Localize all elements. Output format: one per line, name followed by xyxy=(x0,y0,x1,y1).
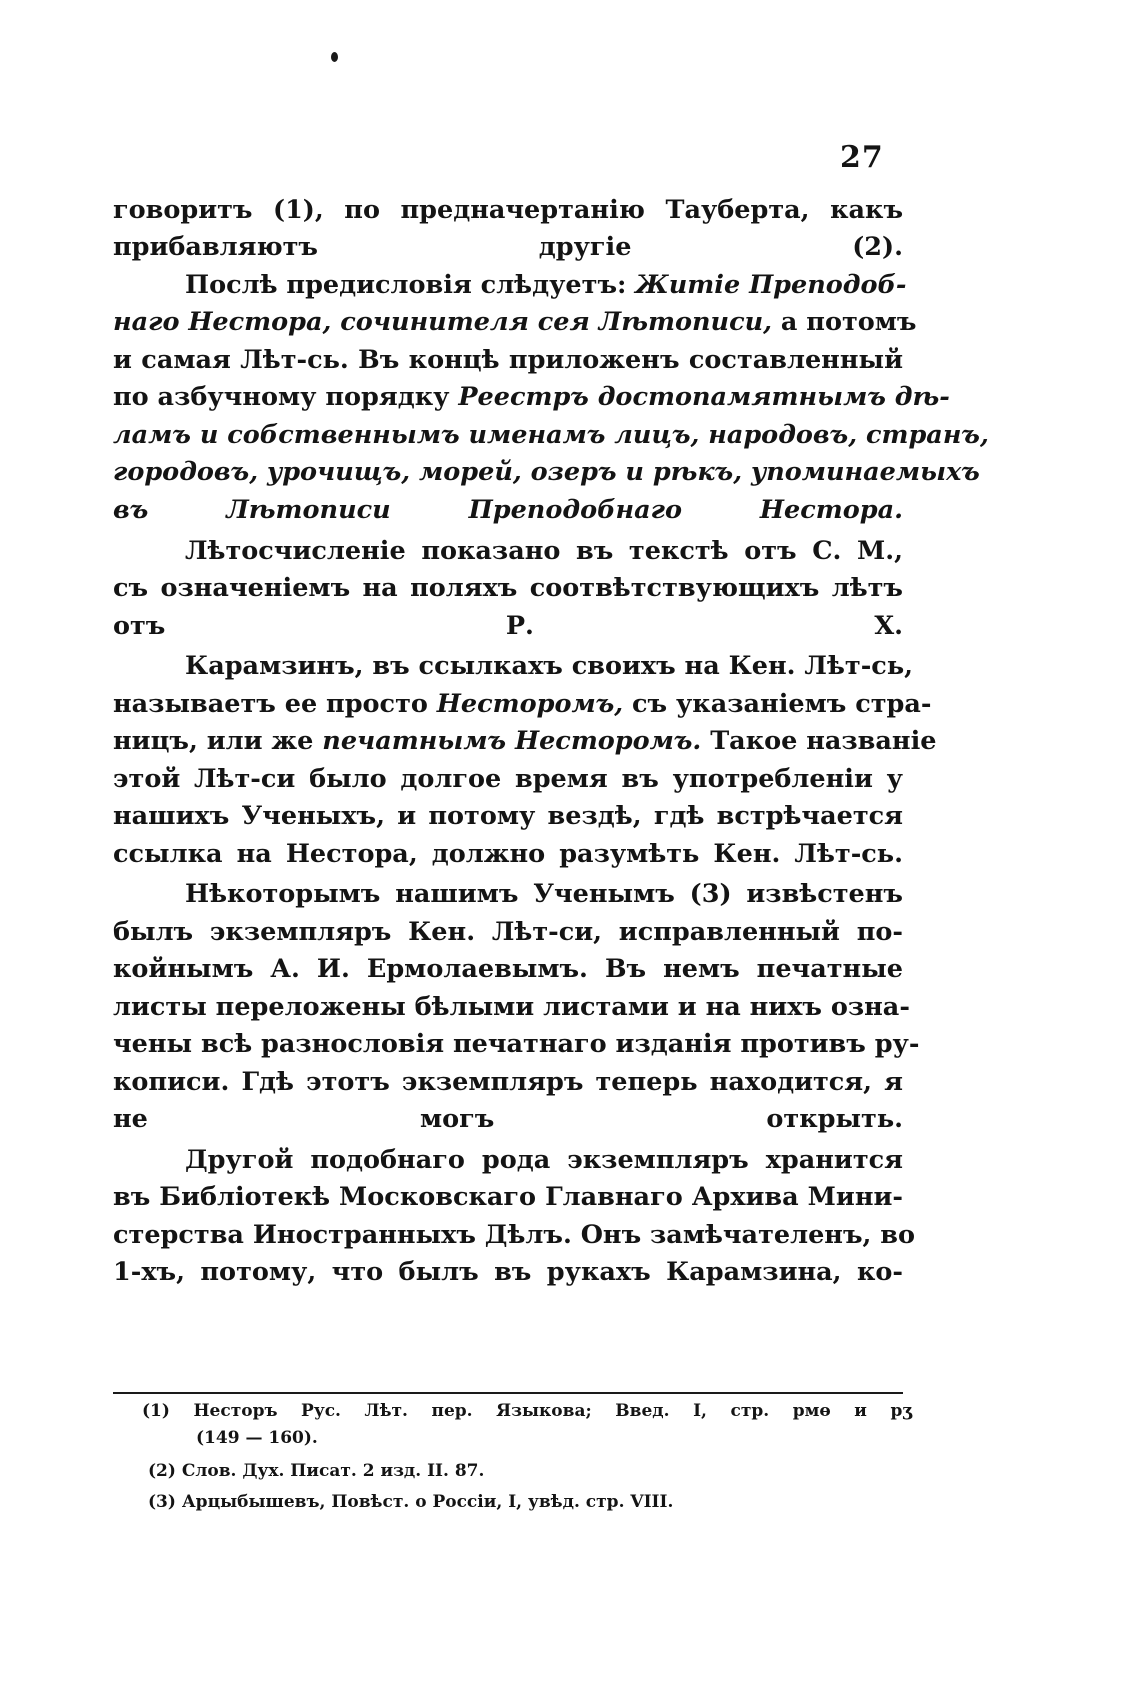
text-line: ницъ, или же печатнымъ Несторомъ. Такое названіе xyxy=(113,726,937,756)
text-line: этой Лѣт-си было долгое время въ употребленіи у xyxy=(113,764,903,794)
text-line: кописи. Гдѣ этотъ экземпляръ теперь находится, я xyxy=(113,1067,903,1097)
text-line: Другой подобнаго рода экземпляръ хранится xyxy=(185,1145,903,1175)
text-line: прибавляютъ другіе (2). xyxy=(113,232,903,262)
text-line: 1-хъ, потому, что былъ въ рукахъ Карамзина, ко- xyxy=(113,1257,903,1287)
footnote-divider xyxy=(113,1392,903,1394)
text-line: Карамзинъ, въ ссылкахъ своихъ на Кен. Лѣт-сь, xyxy=(185,651,914,681)
text-line: ссылка на Нестора, должно разумѣть Кен. Лѣт-сь. xyxy=(113,839,903,869)
text-line: Лѣтосчисленіе показано въ текстѣ отъ С. М., xyxy=(185,536,903,566)
text-line: въ Лѣтописи Преподобнаго Нестора. xyxy=(113,495,903,525)
text-line: Послѣ предисловія слѣдуетъ: Житіе Преподоб- xyxy=(185,270,907,300)
footnote: (3) Арцыбышевъ, Повѣст. о Россіи, I, увѣд. стр. VIII. xyxy=(148,1492,674,1512)
text-line: Нѣкоторымъ нашимъ Ученымъ (3) извѣстенъ xyxy=(185,879,903,909)
page-number: 27 xyxy=(840,140,884,175)
text-line: листы переложены бѣлыми листами и на нихъ озна- xyxy=(113,992,910,1022)
footnote-continuation: (149 — 160). xyxy=(196,1428,318,1448)
text-line: стерства Иностранныхъ Дѣлъ. Онъ замѣчателенъ, во xyxy=(113,1220,916,1250)
text-line: говоритъ (1), по предначертанію Тауберта, какъ xyxy=(113,195,903,225)
printer-mark xyxy=(331,52,338,62)
text-line: койнымъ А. И. Ермолаевымъ. Въ немъ печатные xyxy=(113,954,903,984)
text-line: отъ Р. Х. xyxy=(113,611,903,641)
text-line: нашихъ Ученыхъ, и потому вездѣ, гдѣ встрѣчается xyxy=(113,801,903,831)
text-line: въ Библіотекѣ Московскаго Главнаго Архива Мини- xyxy=(113,1182,903,1212)
text-line: былъ экземпляръ Кен. Лѣт-си, исправленный по- xyxy=(113,917,903,947)
footnote: (1) Несторъ Рус. Лѣт. пер. Языкова; Введ. I, стр. рмө и рӡ xyxy=(142,1401,912,1421)
text-line: и самая Лѣт-сь. Въ концѣ приложенъ составленный xyxy=(113,345,903,375)
text-line: не могъ открыть. xyxy=(113,1104,903,1134)
text-line: ламъ и собственнымъ именамъ лицъ, народовъ, странъ, xyxy=(113,420,989,450)
footnote: (2) Слов. Дух. Писат. 2 изд. II. 87. xyxy=(148,1461,485,1481)
text-line: называетъ ее просто Несторомъ, съ указаніемъ стра- xyxy=(113,689,932,719)
text-line: по азбучному порядку Реестръ достопамятнымъ дѣ- xyxy=(113,382,950,412)
text-line: съ означеніемъ на поляхъ соотвѣтствующихъ лѣтъ xyxy=(113,573,903,603)
text-line: чены всѣ разнословія печатнаго изданія противъ ру- xyxy=(113,1029,920,1059)
text-line: городовъ, урочищъ, морей, озеръ и рѣкъ, упоминаемыхъ xyxy=(113,457,980,487)
text-line: наго Нестора, сочинителя сея Лѣтописи, а потомъ xyxy=(113,307,917,337)
